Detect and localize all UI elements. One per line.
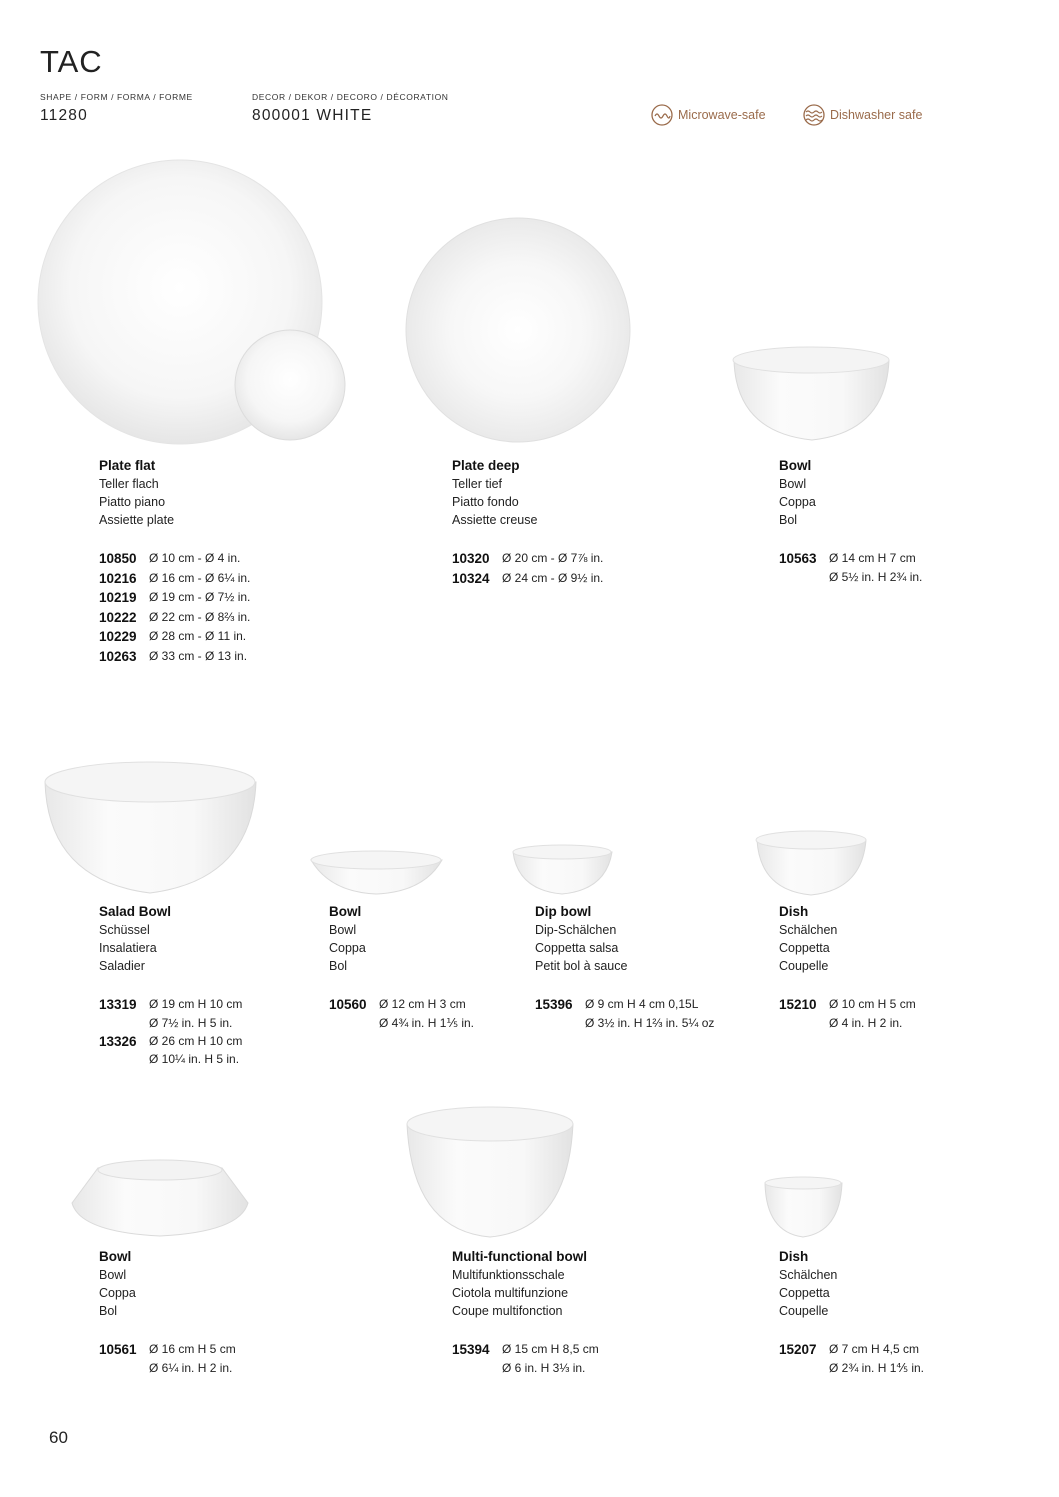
code-row xyxy=(99,1032,242,1052)
article-spec: Ø 24 cm - Ø 9½ in. xyxy=(502,570,604,585)
article-spec: Ø 12 cm H 3 cm xyxy=(379,997,466,1011)
product-translation: Bol xyxy=(329,959,348,973)
article-code: 10263 xyxy=(99,648,137,664)
page-title: TAC xyxy=(40,44,103,79)
article-spec: Ø 28 cm - Ø 11 in. xyxy=(149,629,247,643)
article-code: 13326 xyxy=(99,1033,137,1049)
bowl-10561-image xyxy=(72,1160,248,1236)
code-row xyxy=(452,569,603,589)
salad-bowl-image xyxy=(45,762,256,893)
article-code: 13319 xyxy=(99,997,137,1012)
product-name: Salad Bowl xyxy=(99,904,172,919)
code-row xyxy=(99,995,242,1015)
article-spec-imperial: Ø 2¾ in. H 1⅘ in. xyxy=(829,1360,925,1375)
article-spec: Ø 33 cm - Ø 13 in. xyxy=(149,648,248,663)
code-row xyxy=(779,549,922,569)
article-code: 10561 xyxy=(99,1342,137,1357)
product-translation: Schälchen xyxy=(779,1268,838,1282)
product-name: Dish xyxy=(779,1249,809,1264)
article-code: 10324 xyxy=(452,570,490,586)
product-name: Multi-functional bowl xyxy=(452,1249,587,1264)
article-spec-imperial: Ø 4 in. H 2 in. xyxy=(829,1015,903,1030)
product-translation: Bowl xyxy=(779,477,807,491)
product-translation: Coppa xyxy=(329,941,366,955)
code-row xyxy=(452,549,603,569)
product-translation: Bowl xyxy=(329,923,357,937)
microwave-label: Microwave-safe xyxy=(678,108,766,122)
product-multi-functional-bowl xyxy=(452,1248,599,1377)
product-translation: Bol xyxy=(779,513,798,527)
plate-deep-image xyxy=(406,218,630,442)
product-translation: Ciotola multifunzione xyxy=(452,1286,569,1300)
article-code: 10850 xyxy=(99,551,137,566)
product-translation: Bowl xyxy=(99,1268,127,1282)
product-translation: Piatto piano xyxy=(99,495,166,509)
article-spec-imperial: Ø 4¾ in. H 1⅕ in. xyxy=(379,1015,475,1030)
product-translation: Assiette plate xyxy=(99,513,175,527)
product-translation: Coppetta xyxy=(779,941,830,955)
article-spec-imperial: Ø 6¼ in. H 2 in. xyxy=(149,1360,233,1375)
microwave-icon xyxy=(651,104,673,126)
product-translation: Petit bol à sauce xyxy=(535,959,628,973)
article-code: 10320 xyxy=(452,551,490,566)
product-translation: Bol xyxy=(99,1304,118,1318)
article-spec: Ø 16 cm - Ø 6¼ in. xyxy=(149,570,251,585)
product-salad-bowl xyxy=(99,903,242,1068)
article-code: 10219 xyxy=(99,590,137,605)
product-name: Plate deep xyxy=(452,458,520,473)
article-spec: Ø 19 cm H 10 cm xyxy=(149,997,243,1011)
article-code: 10222 xyxy=(99,609,137,625)
product-translation: Saladier xyxy=(99,959,145,973)
article-spec: Ø 26 cm H 10 cm xyxy=(149,1033,243,1048)
dishwasher-badge xyxy=(803,104,922,126)
product-translation: Piatto fondo xyxy=(452,495,519,509)
product-translation: Coppetta salsa xyxy=(535,941,619,955)
product-dip-bowl xyxy=(535,903,714,1032)
decor-value: 800001 WHITE xyxy=(252,107,373,124)
shape-label: SHAPE / FORM / FORMA / FORME xyxy=(40,92,193,102)
code-row xyxy=(452,1340,599,1360)
product-translation: Dip-Schälchen xyxy=(535,923,617,937)
article-code: 10216 xyxy=(99,570,137,586)
bowl-10563-image xyxy=(733,347,889,440)
code-row xyxy=(99,627,250,647)
article-code: 10229 xyxy=(99,629,137,644)
product-translation: Schälchen xyxy=(779,923,838,937)
plate-flat-image xyxy=(38,160,345,444)
product-translation: Insalatiera xyxy=(99,941,157,955)
code-row xyxy=(99,569,250,589)
article-code: 15207 xyxy=(779,1342,817,1357)
bowl-10560-image xyxy=(311,851,442,894)
article-spec-imperial: Ø 7½ in. H 5 in. xyxy=(149,1015,233,1030)
product-translation: Assiette creuse xyxy=(452,513,538,527)
product-translation: Coppa xyxy=(99,1286,136,1300)
dip-bowl-image xyxy=(513,845,612,894)
code-row xyxy=(779,1340,924,1360)
article-code: 15396 xyxy=(535,997,573,1012)
product-bowl-10560 xyxy=(329,903,474,1032)
product-plate-flat xyxy=(99,457,250,666)
product-plate-deep xyxy=(452,457,603,588)
code-row xyxy=(779,995,916,1015)
decor-label: DECOR / DEKOR / DECORO / DÉCORATION xyxy=(252,92,449,102)
product-name: Plate flat xyxy=(99,458,156,473)
product-name: Bowl xyxy=(779,458,812,473)
article-spec-imperial: Ø 5½ in. H 2¾ in. xyxy=(829,569,923,584)
article-spec: Ø 9 cm H 4 cm 0,15L xyxy=(585,997,699,1011)
product-translation: Coupelle xyxy=(779,959,829,973)
dishwasher-label: Dishwasher safe xyxy=(830,108,923,122)
article-code: 15210 xyxy=(779,997,817,1012)
article-spec-imperial: Ø 3½ in. H 1⅔ in. 5¼ oz xyxy=(585,1015,715,1030)
article-code: 10560 xyxy=(329,997,367,1012)
article-spec: Ø 10 cm - Ø 4 in. xyxy=(149,551,241,565)
code-row xyxy=(99,588,250,608)
product-translation: Coppetta xyxy=(779,1286,830,1300)
article-code: 10563 xyxy=(779,551,817,566)
article-spec-imperial: Ø 10¼ in. H 5 in. xyxy=(149,1052,240,1066)
dishwasher-icon xyxy=(803,104,825,126)
code-row xyxy=(535,995,714,1015)
product-translation: Schüssel xyxy=(99,923,150,937)
shape-value: 11280 xyxy=(40,107,88,124)
product-bowl-10563 xyxy=(779,457,922,586)
code-row xyxy=(99,608,250,628)
code-row xyxy=(99,647,250,667)
article-spec: Ø 22 cm - Ø 8⅔ in. xyxy=(149,609,251,624)
product-translation: Teller tief xyxy=(452,477,503,491)
article-spec-imperial: Ø 6 in. H 3⅓ in. xyxy=(502,1360,586,1375)
article-spec: Ø 7 cm H 4,5 cm xyxy=(829,1342,920,1356)
product-translation: Coupelle xyxy=(779,1304,829,1318)
code-row xyxy=(99,549,250,569)
article-spec: Ø 16 cm H 5 cm xyxy=(149,1342,236,1356)
article-spec: Ø 14 cm H 7 cm xyxy=(829,551,916,565)
article-spec: Ø 10 cm H 5 cm xyxy=(829,997,916,1011)
article-spec: Ø 20 cm - Ø 7⅞ in. xyxy=(502,551,604,565)
product-name: Dip bowl xyxy=(535,904,592,919)
code-row xyxy=(329,995,474,1015)
product-dish-15210 xyxy=(779,903,916,1032)
article-code: 15394 xyxy=(452,1342,490,1357)
product-name: Bowl xyxy=(329,904,362,919)
product-translation: Teller flach xyxy=(99,477,159,491)
product-translation: Multifunktionsschale xyxy=(452,1268,565,1282)
dish-15207-image xyxy=(765,1177,842,1237)
product-translation: Coppa xyxy=(779,495,816,509)
page-number: 60 xyxy=(49,1428,68,1447)
article-spec: Ø 19 cm - Ø 7½ in. xyxy=(149,590,251,604)
product-translation: Coupe multifonction xyxy=(452,1304,563,1318)
article-spec: Ø 15 cm H 8,5 cm xyxy=(502,1342,599,1356)
microwave-badge xyxy=(651,104,766,126)
product-name: Dish xyxy=(779,904,809,919)
product-bowl-10561 xyxy=(99,1248,236,1377)
multi-functional-bowl-image xyxy=(407,1107,573,1237)
product-dish-15207 xyxy=(779,1248,924,1377)
code-row xyxy=(99,1340,236,1360)
product-name: Bowl xyxy=(99,1249,132,1264)
dish-15210-image xyxy=(756,831,866,895)
